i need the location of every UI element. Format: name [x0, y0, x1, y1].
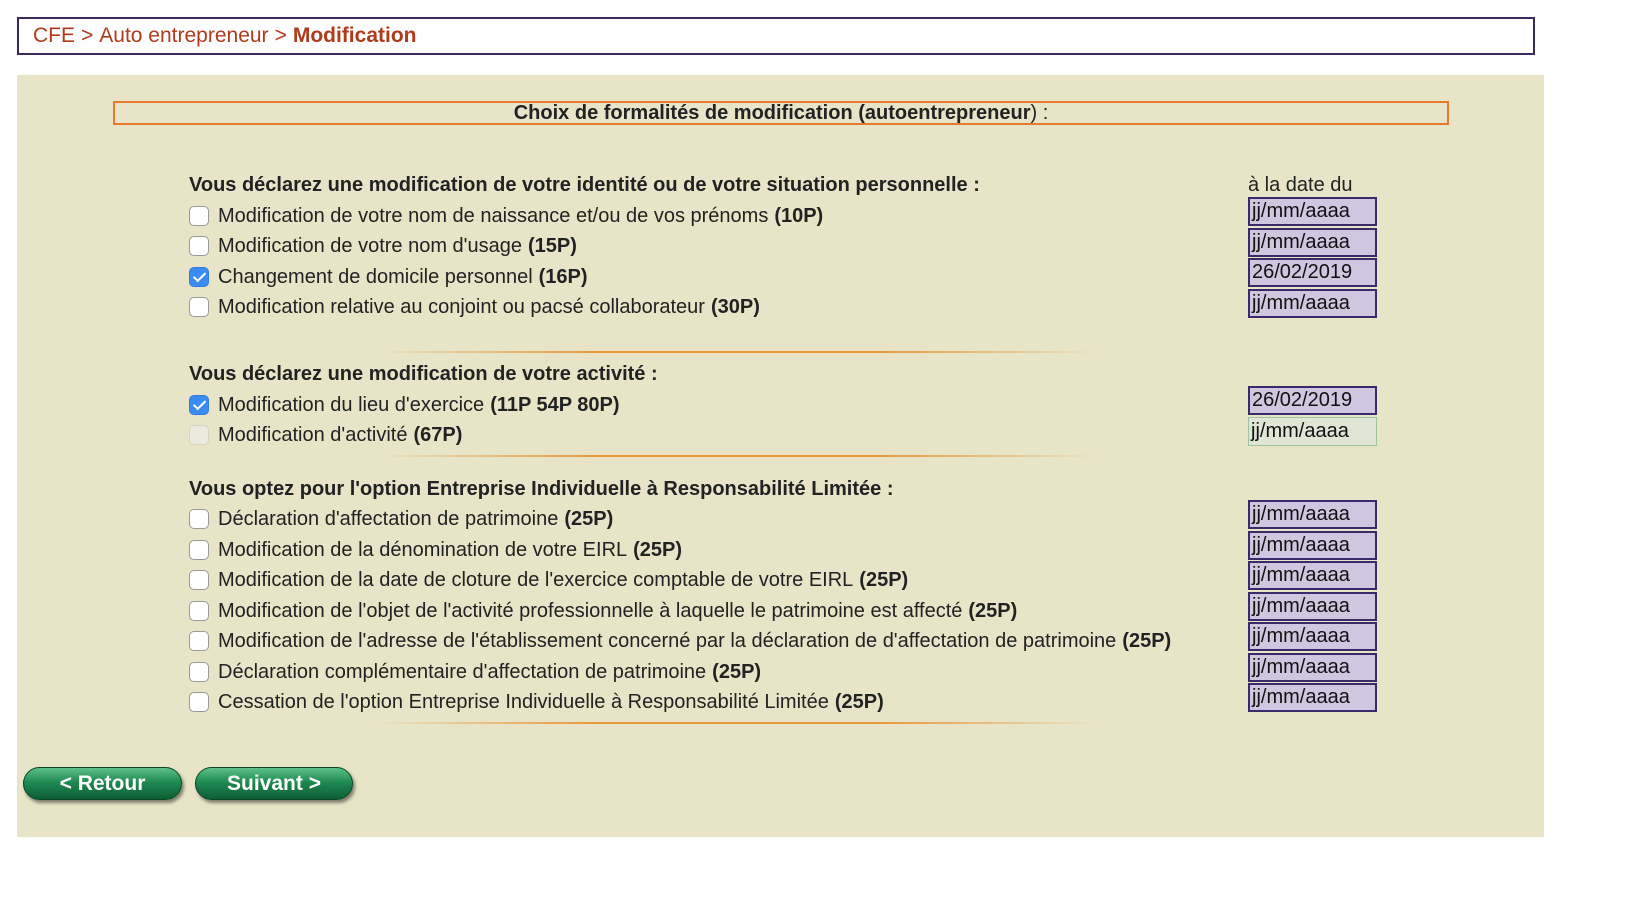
option-row[interactable] [189, 262, 588, 292]
form-panel [17, 75, 1544, 837]
date-input[interactable]: jj/mm/aaaa [1248, 500, 1377, 529]
option-row[interactable] [189, 657, 761, 687]
section-divider [377, 351, 1097, 353]
option-code: (67P) [413, 423, 463, 446]
option-code: (25P) [712, 660, 762, 683]
date-input[interactable]: jj/mm/aaaa [1248, 289, 1377, 318]
option-label: Modification de la dénomination de votre EIRL [218, 538, 628, 561]
checkbox[interactable] [189, 692, 209, 712]
option-code: (25P) [633, 538, 683, 561]
option-code: (10P) [774, 204, 824, 227]
option-label: Cessation de l'option Entreprise Individuelle à Responsabilité Limitée [218, 690, 829, 713]
breadcrumb-separator: > [274, 24, 287, 47]
section-heading-activity: Vous déclarez une modification de votre activité : [189, 363, 658, 385]
option-row[interactable] [189, 535, 682, 565]
section-heading-eirl: Vous optez pour l'option Entreprise Individuelle à Responsabilité Limitée : [189, 478, 894, 500]
back-button[interactable]: < Retour [23, 767, 182, 800]
option-row[interactable] [189, 231, 577, 261]
option-label: Modification d'activité [218, 423, 408, 446]
next-button[interactable]: Suivant > [195, 767, 353, 800]
date-input[interactable]: jj/mm/aaaa [1248, 197, 1377, 226]
option-row[interactable] [189, 596, 1017, 626]
option-label: Modification relative au conjoint ou pacsé collaborateur [218, 295, 705, 318]
option-label: Changement de domicile personnel [218, 265, 533, 288]
checkbox-checked[interactable] [189, 395, 209, 415]
checkbox[interactable] [189, 570, 209, 590]
option-row[interactable] [189, 292, 760, 322]
checkbox[interactable] [189, 297, 209, 317]
breadcrumb-separator: > [81, 24, 94, 47]
option-row[interactable] [189, 565, 908, 595]
option-code: (15P) [528, 234, 577, 257]
checkbox[interactable] [189, 601, 209, 621]
date-input[interactable]: 26/02/2019 [1248, 386, 1377, 415]
date-input-disabled: jj/mm/aaaa [1248, 417, 1377, 446]
date-input[interactable]: 26/02/2019 [1248, 258, 1377, 287]
option-label: Modification de la date de cloture de l'exercice comptable de votre EIRL [218, 568, 854, 591]
checkbox-disabled [189, 425, 209, 445]
checkbox[interactable] [189, 540, 209, 560]
option-label: Déclaration d'affectation de patrimoine [218, 507, 559, 530]
option-label: Modification de votre nom de naissance et/ou de vos prénoms [218, 204, 769, 227]
breadcrumb-item-auto-entrepreneur[interactable]: Auto entrepreneur [99, 24, 269, 47]
option-label: Modification du lieu d'exercice [218, 393, 485, 416]
checkbox[interactable] [189, 631, 209, 651]
option-code: (25P) [859, 568, 909, 591]
option-row[interactable] [189, 504, 613, 534]
option-code: (30P) [710, 295, 760, 318]
date-input[interactable]: jj/mm/aaaa [1248, 228, 1377, 257]
option-code: (11P 54P 80P) [490, 393, 620, 416]
date-input[interactable]: jj/mm/aaaa [1248, 561, 1377, 590]
date-column-header: à la date du [1248, 174, 1353, 196]
date-input[interactable]: jj/mm/aaaa [1248, 531, 1377, 560]
option-row[interactable] [189, 201, 823, 231]
option-row[interactable] [189, 390, 620, 420]
date-input[interactable]: jj/mm/aaaa [1248, 683, 1377, 712]
page-title [113, 101, 1449, 125]
option-code: (25P) [968, 599, 1018, 622]
section-divider [377, 455, 1097, 457]
breadcrumb-item-cfe[interactable]: CFE [33, 24, 75, 47]
date-input[interactable]: jj/mm/aaaa [1248, 592, 1377, 621]
option-label: Déclaration complémentaire d'affectation de patrimoine [218, 660, 707, 683]
option-label: Modification de l'objet de l'activité professionnelle à laquelle le patrimoine est affecté [218, 599, 963, 622]
option-label: Modification de votre nom d'usage [218, 234, 522, 257]
date-input[interactable]: jj/mm/aaaa [1248, 622, 1377, 651]
option-row [189, 420, 462, 450]
checkbox[interactable] [189, 662, 209, 682]
section-heading-identity: Vous déclarez une modification de votre identité ou de votre situation personnelle : [189, 174, 980, 196]
option-label: Modification de l'adresse de l'établissement concerné par la déclaration de d'affectation de patrimoine [218, 629, 1117, 652]
checkbox-checked[interactable] [189, 267, 209, 287]
section-divider [377, 722, 1097, 724]
option-row[interactable] [189, 626, 1171, 656]
checkbox[interactable] [189, 206, 209, 226]
option-code: (25P) [834, 690, 884, 713]
page-title-suffix: ) : [1030, 101, 1049, 124]
option-code: (16P) [538, 265, 588, 288]
breadcrumb-current: Modification [292, 24, 417, 47]
breadcrumb [17, 17, 1535, 55]
page-title-text: Choix de formalités de modification (autoentrepreneur [513, 101, 1031, 124]
option-code: (25P) [1122, 629, 1172, 652]
checkbox[interactable] [189, 236, 209, 256]
checkbox[interactable] [189, 509, 209, 529]
option-code: (25P) [564, 507, 614, 530]
date-input[interactable]: jj/mm/aaaa [1248, 653, 1377, 682]
option-row[interactable] [189, 687, 884, 717]
